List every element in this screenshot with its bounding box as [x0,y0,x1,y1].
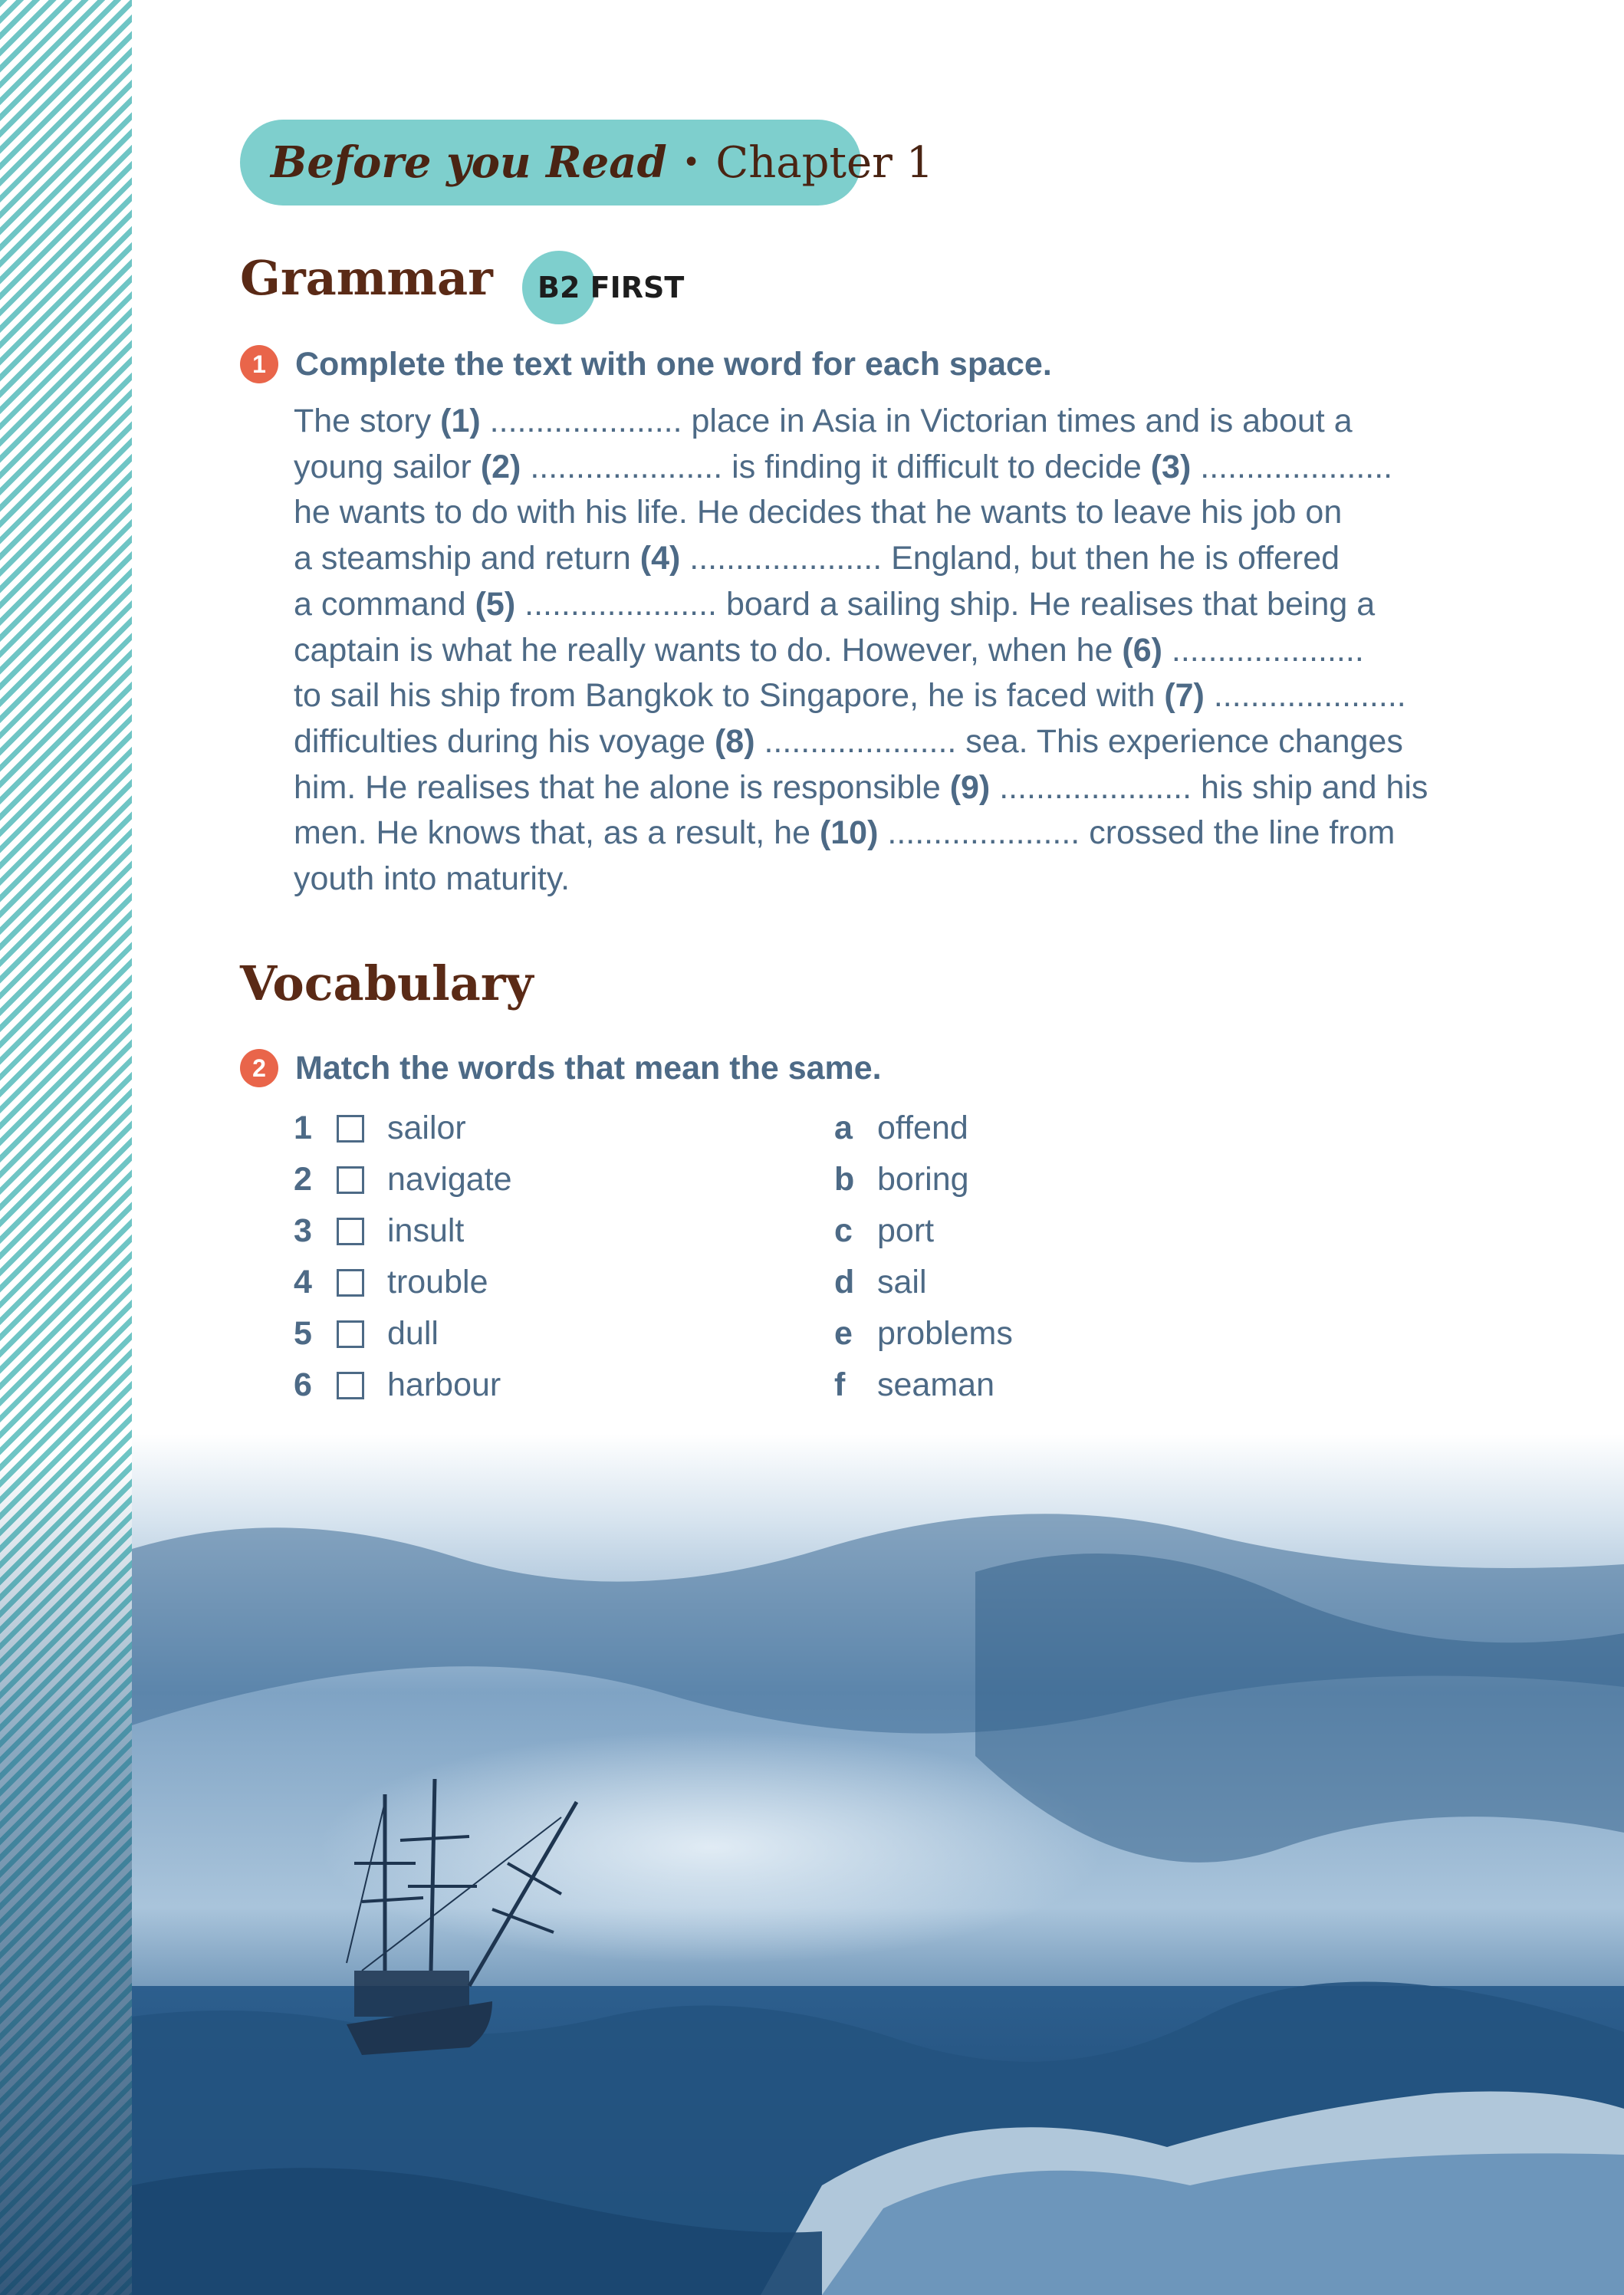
exercise-1-heading [240,345,1052,383]
match-word: insult [387,1212,465,1249]
passage-text: men. He knows that, as a result, he [294,814,820,852]
match-word: boring [877,1161,969,1198]
answer-box[interactable] [337,1372,364,1399]
match-item-letter: e [834,1315,853,1352]
exercise-1-instruction: Complete the text with one word for each space. [295,345,1052,383]
passage-text: ..................... board a sailing ship. He realises that being a [515,585,1376,623]
passage-text: captain is what he really wants to do. However, when he [294,631,1123,669]
passage-text: a steamship and return [294,540,640,577]
gap-number: (3) [1150,448,1192,485]
match-left-column [294,1103,512,1411]
match-item-number: 5 [294,1315,312,1352]
passage-text: him. He realises that he alone is responsible [294,768,950,806]
passage-line [294,490,1413,536]
chapter-header [240,120,934,205]
header-separator: • [682,145,701,180]
match-item-letter: d [834,1264,855,1300]
passage-text: youth into maturity. [294,860,570,898]
match-left-item [294,1257,512,1308]
match-item-letter: c [834,1212,853,1249]
gap-number: (8) [714,722,755,760]
answer-box[interactable] [337,1115,364,1143]
match-right-item [834,1103,1013,1154]
match-left-item [294,1205,512,1257]
gap-number: (4) [639,540,681,577]
passage-text: ..................... crossed the line from [878,814,1396,852]
passage-text: difficulties during his voyage [294,722,715,760]
match-word: seaman [877,1366,994,1403]
match-word: offend [877,1110,968,1146]
passage-text: young sailor [294,448,481,485]
level-badge [522,251,684,324]
answer-box[interactable] [337,1218,364,1245]
match-word: harbour [387,1366,501,1403]
sea-scene-svg [132,1434,1624,2295]
passage-text: he wants to do with his life. He decides that he wants to leave his job on [294,494,1343,531]
match-left-item [294,1360,512,1411]
match-right-item [834,1154,1013,1205]
match-item-letter: b [834,1161,855,1198]
passage-text: ..................... [1162,631,1364,669]
match-word: port [877,1212,935,1249]
match-word: trouble [387,1264,488,1300]
exercise-2-number: 2 [240,1049,278,1087]
answer-box[interactable] [337,1166,364,1194]
left-stripe-shade [0,1457,132,2295]
gap-number: (9) [949,768,991,806]
exercise-2-heading [240,1049,882,1087]
grammar-passage [294,399,1428,903]
passage-text: The story [294,403,441,439]
gap-number: (7) [1164,677,1205,715]
match-right-item [834,1360,1013,1411]
match-right-item [834,1308,1013,1360]
gap-number: (6) [1122,631,1162,669]
match-word: problems [877,1315,1013,1352]
level-badge-label: B2 FIRST [537,271,685,304]
match-item-letter: f [834,1366,846,1403]
passage-text: ..................... is finding it difficult to decide [521,448,1151,485]
passage-text: ..................... England, but then he is offered [680,540,1340,577]
passage-text: ..................... sea. This experience changes [754,722,1403,760]
gap-number: (10) [819,814,879,852]
match-left-item [294,1154,512,1205]
match-item-letter: a [834,1110,853,1146]
exercise-1-number: 1 [240,345,278,383]
exercise-2-instruction: Match the words that mean the same. [295,1049,882,1087]
passage-line [294,628,1413,674]
answer-box[interactable] [337,1320,364,1348]
passage-text: ..................... his ship and his [990,768,1428,806]
passage-text: to sail his ship from Bangkok to Singapore, he is faced with [294,677,1165,715]
header-before-you-read: Before you Read [271,137,667,188]
passage-line [294,582,1413,628]
match-word: sailor [387,1110,466,1146]
match-left-item [294,1308,512,1360]
passage-text: a command [294,585,475,623]
passage-line [294,445,1413,491]
match-item-number: 2 [294,1161,312,1198]
stormy-sea-illustration [132,1434,1624,2295]
vocabulary-title: Vocabulary [240,955,534,1011]
passage-line [294,673,1413,719]
match-item-number: 1 [294,1110,312,1146]
answer-box[interactable] [337,1269,364,1297]
passage-line [294,719,1413,765]
passage-line [294,536,1413,582]
grammar-title: Grammar [240,250,493,306]
gap-number: (5) [475,585,516,623]
match-left-item [294,1103,512,1154]
gap-number: (1) [440,403,481,439]
match-right-item [834,1257,1013,1308]
passage-text: ..................... place in Asia in Victorian times and is about a [480,403,1353,439]
passage-text: ..................... [1191,448,1393,485]
gap-number: (2) [480,448,521,485]
match-item-number: 6 [294,1366,312,1403]
header-chapter: Chapter 1 [715,137,934,188]
match-item-number: 4 [294,1264,312,1300]
match-right-column [834,1103,1013,1411]
match-word: navigate [387,1161,512,1198]
passage-text: ..................... [1204,677,1406,715]
match-word: sail [877,1264,927,1300]
passage-line [294,857,1413,903]
match-right-item [834,1205,1013,1257]
passage-line [294,765,1428,811]
passage-line [294,399,1413,445]
passage-line [294,810,1413,857]
match-word: dull [387,1315,439,1352]
match-item-number: 3 [294,1212,312,1249]
